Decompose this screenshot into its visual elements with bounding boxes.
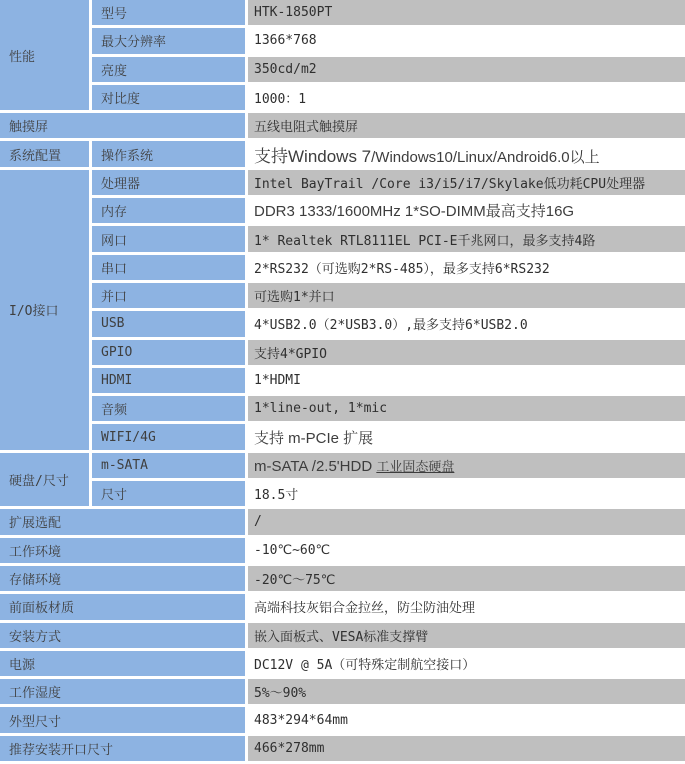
table-row — [0, 536, 685, 564]
spec-value-cell — [247, 27, 685, 55]
table-row — [0, 451, 685, 479]
spec-value-text: 1000：1 — [254, 92, 307, 108]
spec-value-cell — [247, 253, 685, 281]
spec-value-text: 支持 m-PCIe 扩展 — [254, 429, 374, 447]
spec-value-cell — [247, 168, 685, 196]
spec-label-cell: 网口 — [91, 225, 247, 253]
spec-value-cell — [247, 281, 685, 309]
spec-label-cell: 串口 — [91, 253, 247, 281]
spec-value-cell — [247, 366, 685, 394]
category-cell: 推荐安装开口尺寸 — [0, 734, 247, 762]
category-cell: 触摸屏 — [0, 112, 247, 140]
spec-value-text: 5%～90% — [254, 686, 307, 702]
spec-label-cell: 型号 — [91, 0, 247, 27]
spec-label-cell: 尺寸 — [91, 480, 247, 508]
spec-value-text: 2*RS232（可选购2*RS-485），最多支持6*RS232 — [254, 261, 550, 277]
spec-label-cell: 最大分辨率 — [91, 27, 247, 55]
table-row — [0, 480, 685, 508]
spec-value-cell — [247, 0, 685, 27]
spec-value-cell — [247, 197, 685, 225]
spec-value-cell — [247, 706, 685, 734]
spec-label-cell: 内存 — [91, 197, 247, 225]
spec-value-text: 可选购1*并口 — [254, 290, 335, 306]
spec-value-text: 466*278mm — [254, 740, 325, 756]
table-row — [0, 112, 685, 140]
table-row — [0, 423, 685, 451]
category-cell: 电源 — [0, 649, 247, 677]
spec-value-text: 350cd/m2 — [254, 61, 317, 77]
spec-label-cell: GPIO — [91, 338, 247, 366]
spec-value-text: -10℃~60℃ — [254, 542, 331, 558]
spec-value-text: Intel BayTrail /Core i3/i5/i7/Skylake低功耗CPU处理器 — [254, 176, 646, 192]
category-cell: 性能 — [0, 0, 91, 112]
table-row — [0, 253, 685, 281]
spec-value-cell — [247, 395, 685, 423]
spec-value-cell — [247, 338, 685, 366]
spec-value-cell — [247, 451, 685, 479]
spec-value-cell — [247, 225, 685, 253]
category-cell: 工作湿度 — [0, 678, 247, 706]
spec-label-cell: 音频 — [91, 395, 247, 423]
spec-value-text: HTK-1850PT — [254, 5, 333, 21]
table-row — [0, 678, 685, 706]
category-cell: 系统配置 — [0, 140, 91, 168]
spec-value-text: 1*HDMI — [254, 373, 301, 388]
spec-value-cell — [247, 83, 685, 111]
spec-value-cell — [247, 536, 685, 564]
spec-value-text: m-SATA /2.5'HDD — [254, 457, 377, 475]
table-row — [0, 168, 685, 196]
spec-value-text: 高端科技灰铝合金拉丝，防尘防油处理 — [254, 601, 476, 617]
spec-value-cell — [247, 55, 685, 83]
spec-value-cell — [247, 564, 685, 592]
spec-value-cell — [247, 508, 685, 536]
table-row — [0, 564, 685, 592]
spec-value-underlined-text: 工业固态硬盘 — [376, 458, 455, 474]
spec-label-cell: WIFI/4G — [91, 423, 247, 451]
spec-value-text: DC12V @ 5A（可特殊定制航空接口） — [254, 657, 476, 673]
spec-label-cell: 处理器 — [91, 168, 247, 196]
spec-value-text: -20℃～75℃ — [254, 573, 336, 589]
category-cell: 硬盘/尺寸 — [0, 451, 91, 508]
table-row — [0, 508, 685, 536]
table-row — [0, 593, 685, 621]
spec-value-cell — [247, 480, 685, 508]
spec-value-cell — [247, 423, 685, 451]
spec-value-text: DDR3 1333/1600MHz 1*SO-DIMM最高支持16G — [254, 203, 575, 221]
spec-value-cell — [247, 621, 685, 649]
table-row — [0, 734, 685, 762]
table-row — [0, 27, 685, 55]
spec-value-cell — [247, 112, 685, 140]
spec-value-text: 支持4*GPIO — [254, 346, 327, 362]
spec-value-cell — [247, 734, 685, 762]
category-cell: 外型尺寸 — [0, 706, 247, 734]
table-row — [0, 706, 685, 734]
spec-value-cell — [247, 310, 685, 338]
spec-value-text: 483*294*64mm — [254, 712, 348, 728]
table-row — [0, 197, 685, 225]
category-cell: 扩展选配 — [0, 508, 247, 536]
spec-value-text: 五线电阻式触摸屏 — [254, 120, 359, 136]
table-row — [0, 0, 685, 27]
spec-value-emphasis: 支持Windows 7 — [254, 146, 372, 166]
spec-label-cell: 亮度 — [91, 55, 247, 83]
table-row — [0, 55, 685, 83]
spec-label-cell: USB — [91, 310, 247, 338]
spec-value-text: / — [254, 514, 262, 530]
spec-value-text: 1*line-out, 1*mic — [254, 401, 388, 417]
table-row — [0, 649, 685, 677]
spec-value-text: 18.5寸 — [254, 488, 299, 504]
category-cell: 存储环境 — [0, 564, 247, 592]
spec-label-cell: 对比度 — [91, 83, 247, 111]
spec-value-text: 4*USB2.0（2*USB3.0）,最多支持6*USB2.0 — [254, 318, 528, 334]
spec-value-text: 1* Realtek RTL8111EL PCI-E千兆网口，最多支持4路 — [254, 233, 596, 249]
spec-value-text: 1366*768 — [254, 33, 317, 49]
table-row — [0, 395, 685, 423]
category-cell: 工作环境 — [0, 536, 247, 564]
spec-label-cell: 并口 — [91, 281, 247, 309]
table-row — [0, 338, 685, 366]
category-cell: 前面板材质 — [0, 593, 247, 621]
table-row — [0, 310, 685, 338]
table-row — [0, 281, 685, 309]
table-row — [0, 225, 685, 253]
spec-value-cell — [247, 140, 685, 168]
spec-value-text: /Windows10/Linux/Android6.0以上 — [371, 148, 600, 166]
spec-label-cell: m-SATA — [91, 451, 247, 479]
table-row — [0, 621, 685, 649]
category-cell: 安装方式 — [0, 621, 247, 649]
category-cell: I/O接口 — [0, 168, 91, 451]
spec-value-cell — [247, 649, 685, 677]
spec-label-cell: HDMI — [91, 366, 247, 394]
spec-value-cell — [247, 593, 685, 621]
spec-value-cell — [247, 678, 685, 706]
table-row — [0, 140, 685, 168]
table-row — [0, 366, 685, 394]
spec-label-cell: 操作系统 — [91, 140, 247, 168]
table-row — [0, 83, 685, 111]
spec-value-text: 嵌入面板式、VESA标准支撑臂 — [254, 629, 429, 645]
